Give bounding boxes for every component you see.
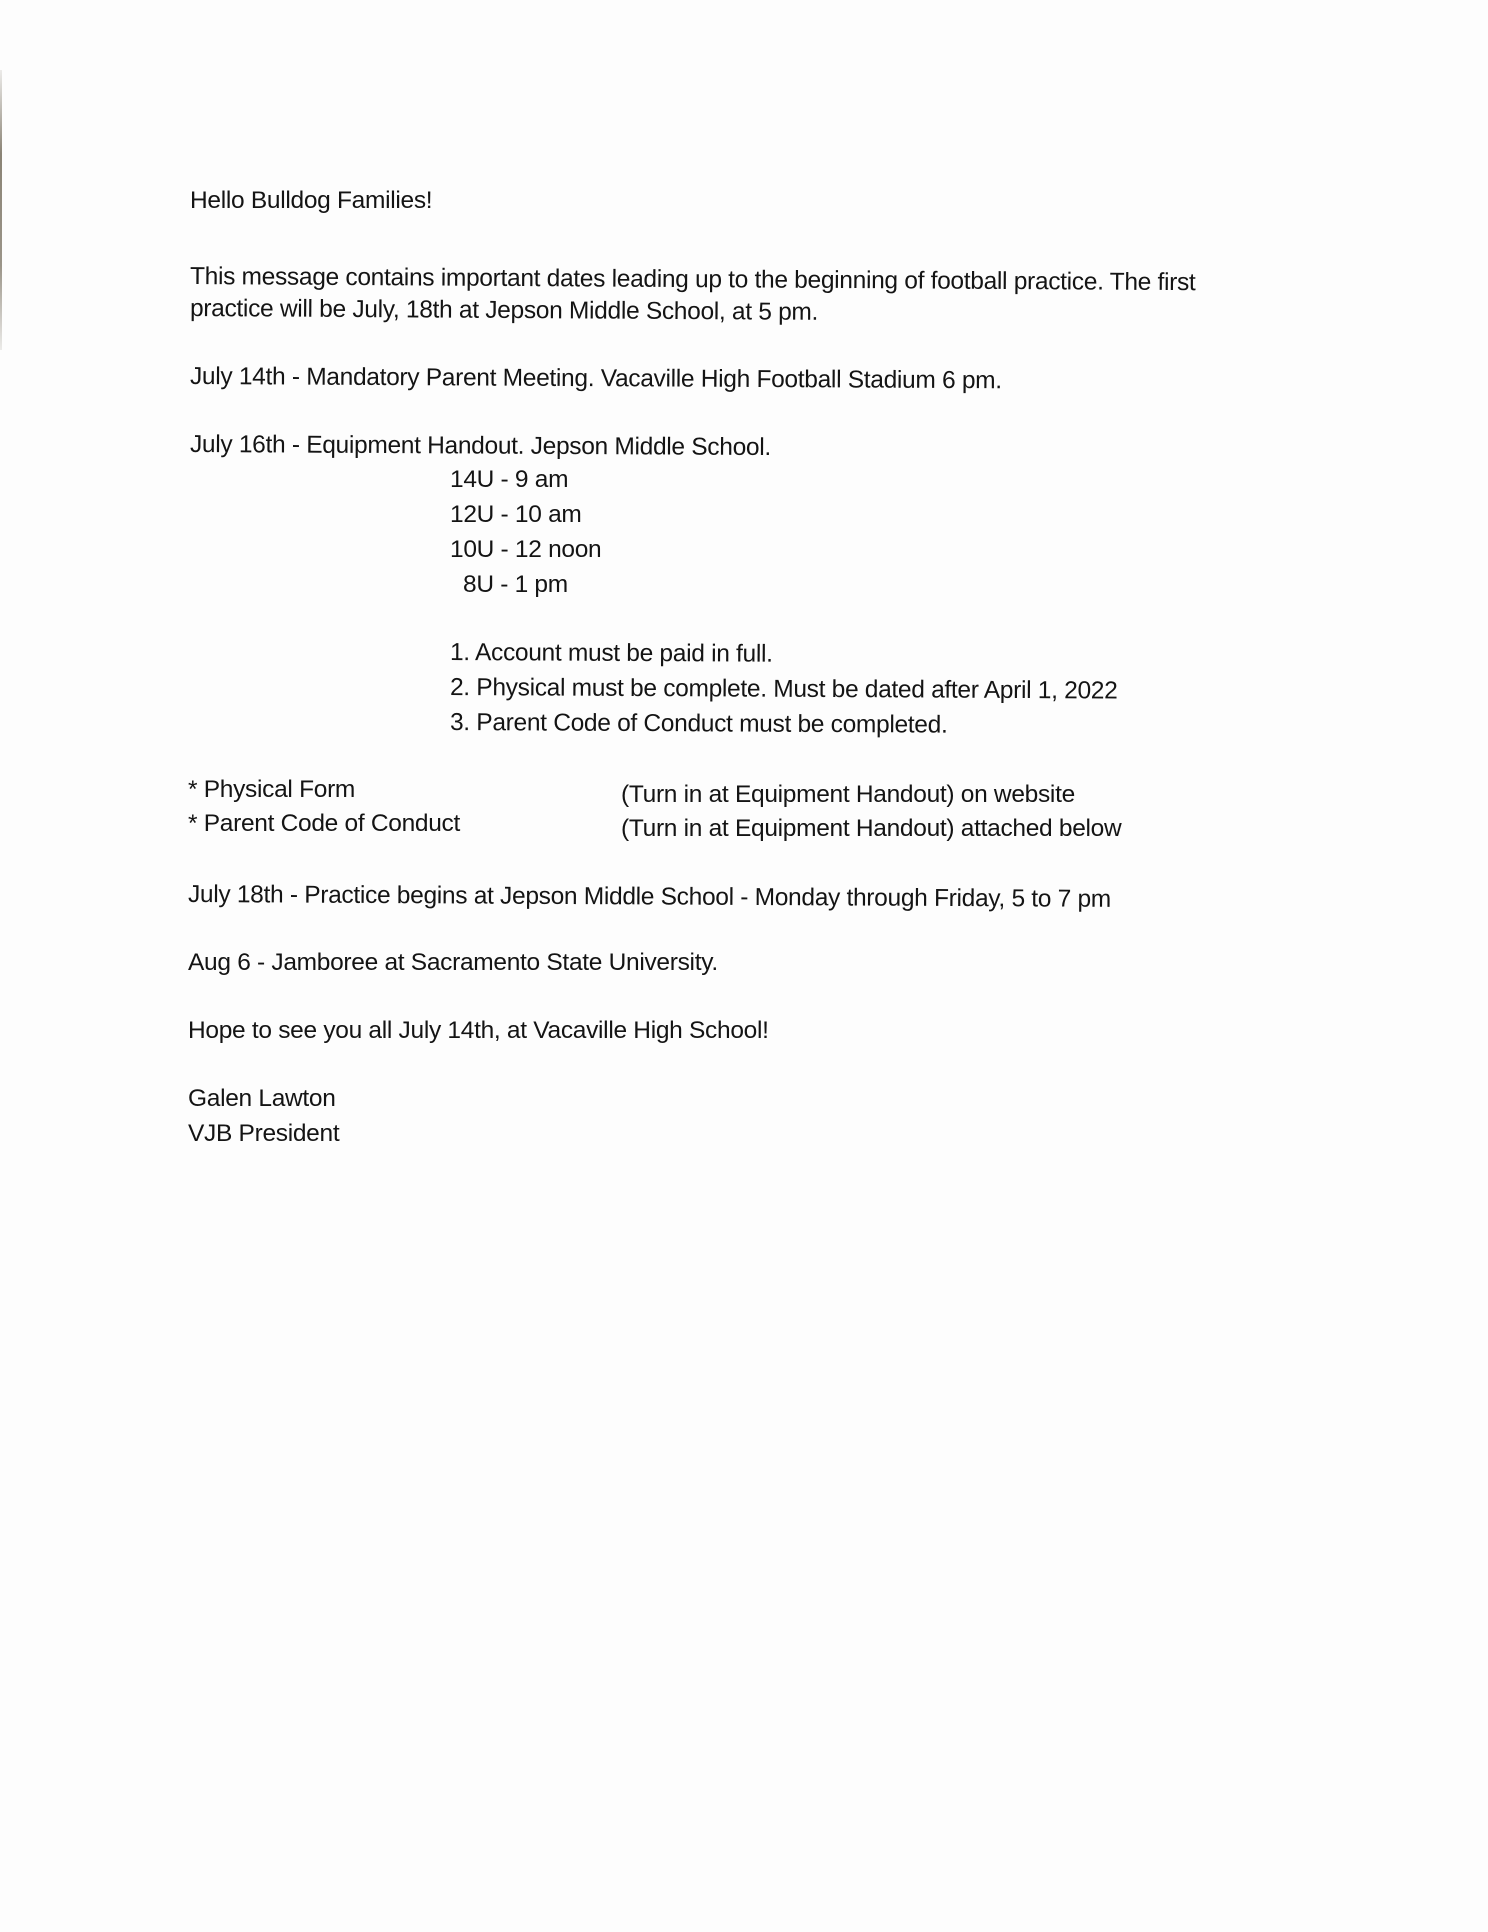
event-equipment-handout: July 16th - Equipment Handout. Jepson Middle School. <box>189 431 771 462</box>
event-parent-meeting: July 14th - Mandatory Parent Meeting. Vacaville High Football Stadium 6 pm. <box>189 363 1002 395</box>
intro-paragraph-line-1: This message contains important dates leading up to the beginning of football practice. The first <box>189 263 1196 297</box>
requirement-item: 1. Account must be paid in full. <box>449 639 773 668</box>
signature-title: VJB President <box>188 1120 340 1147</box>
handout-slot-10u: 10U - 12 noon <box>450 536 602 563</box>
requirement-item: 3. Parent Code of Conduct must be completed. <box>449 709 948 739</box>
intro-paragraph-line-2: practice will be July, 18th at Jepson Middle School, at 5 pm. <box>189 295 819 326</box>
handout-slot-8u: 8U - 1 pm <box>463 571 568 598</box>
signature-name: Galen Lawton <box>188 1085 336 1112</box>
form-code-of-conduct-note: (Turn in at Equipment Handout) attached below <box>621 815 1122 842</box>
handout-slot-14u: 14U - 9 am <box>450 466 569 493</box>
form-physical-name: * Physical Form <box>188 776 356 803</box>
handout-slot-12u: 12U - 10 am <box>450 501 582 528</box>
event-jamboree: Aug 6 - Jamboree at Sacramento State University. <box>188 949 718 976</box>
form-code-of-conduct-name: * Parent Code of Conduct <box>188 810 461 837</box>
greeting: Hello Bulldog Families! <box>190 187 433 214</box>
form-physical-note: (Turn in at Equipment Handout) on website <box>621 781 1075 808</box>
requirement-item: 2. Physical must be complete. Must be dated after April 1, 2022 <box>449 674 1118 705</box>
closing-line: Hope to see you all July 14th, at Vacaville High School! <box>188 1017 769 1044</box>
event-practice-begins: July 18th - Practice begins at Jepson Middle School - Monday through Friday, 5 to 7 pm <box>187 881 1111 913</box>
